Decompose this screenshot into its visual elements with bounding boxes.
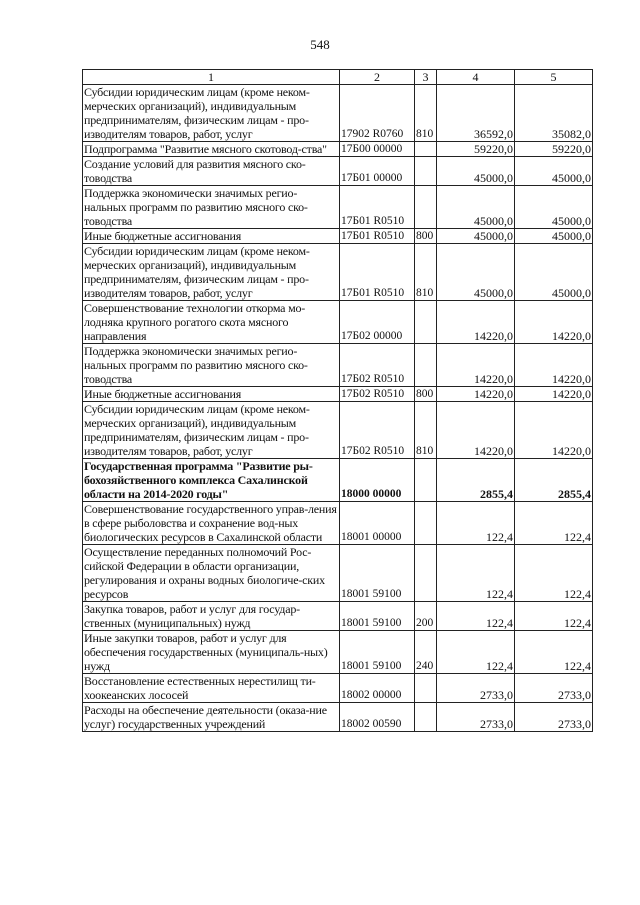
row-expense-type-cell [415, 344, 437, 387]
row-expense-type-cell: 810 [415, 244, 437, 301]
row-expense-type-cell: 200 [415, 602, 437, 631]
row-code-cell: 18001 59100 [340, 631, 415, 674]
row-amount-year1-cell: 122,4 [437, 502, 515, 545]
table-row [83, 502, 593, 545]
table-row [83, 301, 593, 344]
table-row [83, 631, 593, 674]
row-name-cell: Поддержка экономически значимых регио-нальных программ по развитию мясного ско-товодства [83, 186, 340, 229]
row-code-cell: 17Б01 R0510 [340, 244, 415, 301]
row-amount-year2-cell: 2855,4 [515, 459, 593, 502]
row-expense-type-cell [415, 301, 437, 344]
header-row [83, 70, 593, 85]
row-name-cell: Поддержка экономически значимых регио-нальных программ по развитию мясного ско-товодства [83, 344, 340, 387]
row-expense-type-cell [415, 186, 437, 229]
row-name-cell: Субсидии юридическим лицам (кроме неком-мерческих организаций), индивидуальным предпринимателям, физическим лицам - про-изводителям товаров, работ, услуг [83, 244, 340, 301]
row-amount-year1-cell: 14220,0 [437, 344, 515, 387]
budget-table [82, 69, 593, 732]
row-code-cell: 18001 00000 [340, 502, 415, 545]
table-row [83, 157, 593, 186]
table-row [83, 229, 593, 244]
row-amount-year2-cell: 14220,0 [515, 387, 593, 402]
row-expense-type-cell [415, 545, 437, 602]
row-code-cell: 18001 59100 [340, 602, 415, 631]
table-row [83, 602, 593, 631]
row-amount-year2-cell: 45000,0 [515, 186, 593, 229]
row-amount-year2-cell: 14220,0 [515, 402, 593, 459]
row-amount-year2-cell: 2733,0 [515, 674, 593, 703]
row-amount-year2-cell: 2733,0 [515, 703, 593, 732]
row-code-cell: 18002 00590 [340, 703, 415, 732]
row-amount-year2-cell: 122,4 [515, 502, 593, 545]
row-amount-year1-cell: 45000,0 [437, 157, 515, 186]
row-amount-year1-cell: 2733,0 [437, 703, 515, 732]
row-amount-year1-cell: 2855,4 [437, 459, 515, 502]
row-amount-year1-cell: 45000,0 [437, 186, 515, 229]
table-row [83, 142, 593, 157]
table-row [83, 186, 593, 229]
row-name-cell: Совершенствование технологии откорма мо-лодняка крупного рогатого скота мясного направления [83, 301, 340, 344]
row-name-cell: Субсидии юридическим лицам (кроме неком-мерческих организаций), индивидуальным предпринимателям, физическим лицам - про-изводителям товаров, работ, услуг [83, 85, 340, 142]
row-amount-year1-cell: 45000,0 [437, 244, 515, 301]
header-cell: 5 [515, 70, 593, 85]
row-expense-type-cell: 800 [415, 387, 437, 402]
row-name-cell: Расходы на обеспечение деятельности (оказа-ние услуг) государственных учреждений [83, 703, 340, 732]
row-expense-type-cell [415, 502, 437, 545]
row-name-cell: Иные бюджетные ассигнования [83, 229, 340, 244]
row-amount-year1-cell: 122,4 [437, 602, 515, 631]
row-expense-type-cell [415, 459, 437, 502]
row-name-cell: Восстановление естественных нерестилищ ти-хоокеанских лососей [83, 674, 340, 703]
row-amount-year1-cell: 14220,0 [437, 301, 515, 344]
row-amount-year2-cell: 122,4 [515, 602, 593, 631]
row-amount-year1-cell: 122,4 [437, 631, 515, 674]
row-name-cell: Иные закупки товаров, работ и услуг для обеспечения государственных (муниципаль-ных) нужд [83, 631, 340, 674]
row-name-cell: Иные бюджетные ассигнования [83, 387, 340, 402]
row-code-cell: 17902 R0760 [340, 85, 415, 142]
table-row [83, 344, 593, 387]
page-number: 548 [310, 37, 330, 52]
header-cell: 1 [83, 70, 340, 85]
row-amount-year1-cell: 122,4 [437, 545, 515, 602]
row-code-cell: 18000 00000 [340, 459, 415, 502]
row-expense-type-cell [415, 674, 437, 703]
row-code-cell: 17Б01 R0510 [340, 229, 415, 244]
row-code-cell: 17Б01 R0510 [340, 186, 415, 229]
header-cell: 3 [415, 70, 437, 85]
row-name-cell: Субсидии юридическим лицам (кроме неком-мерческих организаций), индивидуальным предпринимателям, физическим лицам - про-изводителям товаров, работ, услуг [83, 402, 340, 459]
row-amount-year2-cell: 14220,0 [515, 344, 593, 387]
row-amount-year1-cell: 14220,0 [437, 402, 515, 459]
table-row [83, 244, 593, 301]
row-expense-type-cell [415, 157, 437, 186]
row-amount-year1-cell: 59220,0 [437, 142, 515, 157]
row-amount-year2-cell: 35082,0 [515, 85, 593, 142]
row-code-cell: 18001 59100 [340, 545, 415, 602]
row-amount-year2-cell: 45000,0 [515, 229, 593, 244]
row-code-cell: 17Б02 00000 [340, 301, 415, 344]
row-amount-year1-cell: 45000,0 [437, 229, 515, 244]
row-name-cell: Осуществление переданных полномочий Рос-сийской Федерации в области организации, регулирования и охраны водных биологиче-ских ресурсов [83, 545, 340, 602]
row-amount-year1-cell: 14220,0 [437, 387, 515, 402]
row-amount-year2-cell: 122,4 [515, 545, 593, 602]
row-code-cell: 18002 00000 [340, 674, 415, 703]
row-name-cell: Создание условий для развития мясного ско-товодства [83, 157, 340, 186]
row-amount-year1-cell: 2733,0 [437, 674, 515, 703]
row-name-cell: Государственная программа "Развитие ры-бохозяйственного комплекса Сахалинской области на 2014-2020 годы" [83, 459, 340, 502]
table-row [83, 703, 593, 732]
row-name-cell: Подпрограмма "Развитие мясного скотовод-ства" [83, 142, 340, 157]
header-cell: 2 [340, 70, 415, 85]
row-code-cell: 17Б02 R0510 [340, 344, 415, 387]
header-cell: 4 [437, 70, 515, 85]
table-row [83, 85, 593, 142]
row-expense-type-cell: 810 [415, 85, 437, 142]
row-expense-type-cell [415, 142, 437, 157]
row-amount-year2-cell: 59220,0 [515, 142, 593, 157]
row-expense-type-cell: 800 [415, 229, 437, 244]
table-row [83, 459, 593, 502]
row-amount-year1-cell: 36592,0 [437, 85, 515, 142]
row-amount-year2-cell: 45000,0 [515, 157, 593, 186]
table-row [83, 387, 593, 402]
row-name-cell: Закупка товаров, работ и услуг для государ-ственных (муниципальных) нужд [83, 602, 340, 631]
row-code-cell: 17Б02 R0510 [340, 402, 415, 459]
row-expense-type-cell [415, 703, 437, 732]
table-row [83, 674, 593, 703]
row-amount-year2-cell: 122,4 [515, 631, 593, 674]
row-code-cell: 17Б00 00000 [340, 142, 415, 157]
row-name-cell: Совершенствование государственного управ-ления в сфере рыболовства и сохранение вод-ных биологических ресурсов в Сахалинской области [83, 502, 340, 545]
table-row [83, 402, 593, 459]
row-expense-type-cell: 240 [415, 631, 437, 674]
row-expense-type-cell: 810 [415, 402, 437, 459]
row-amount-year2-cell: 14220,0 [515, 301, 593, 344]
row-code-cell: 17Б02 R0510 [340, 387, 415, 402]
row-amount-year2-cell: 45000,0 [515, 244, 593, 301]
table-row [83, 545, 593, 602]
row-code-cell: 17Б01 00000 [340, 157, 415, 186]
